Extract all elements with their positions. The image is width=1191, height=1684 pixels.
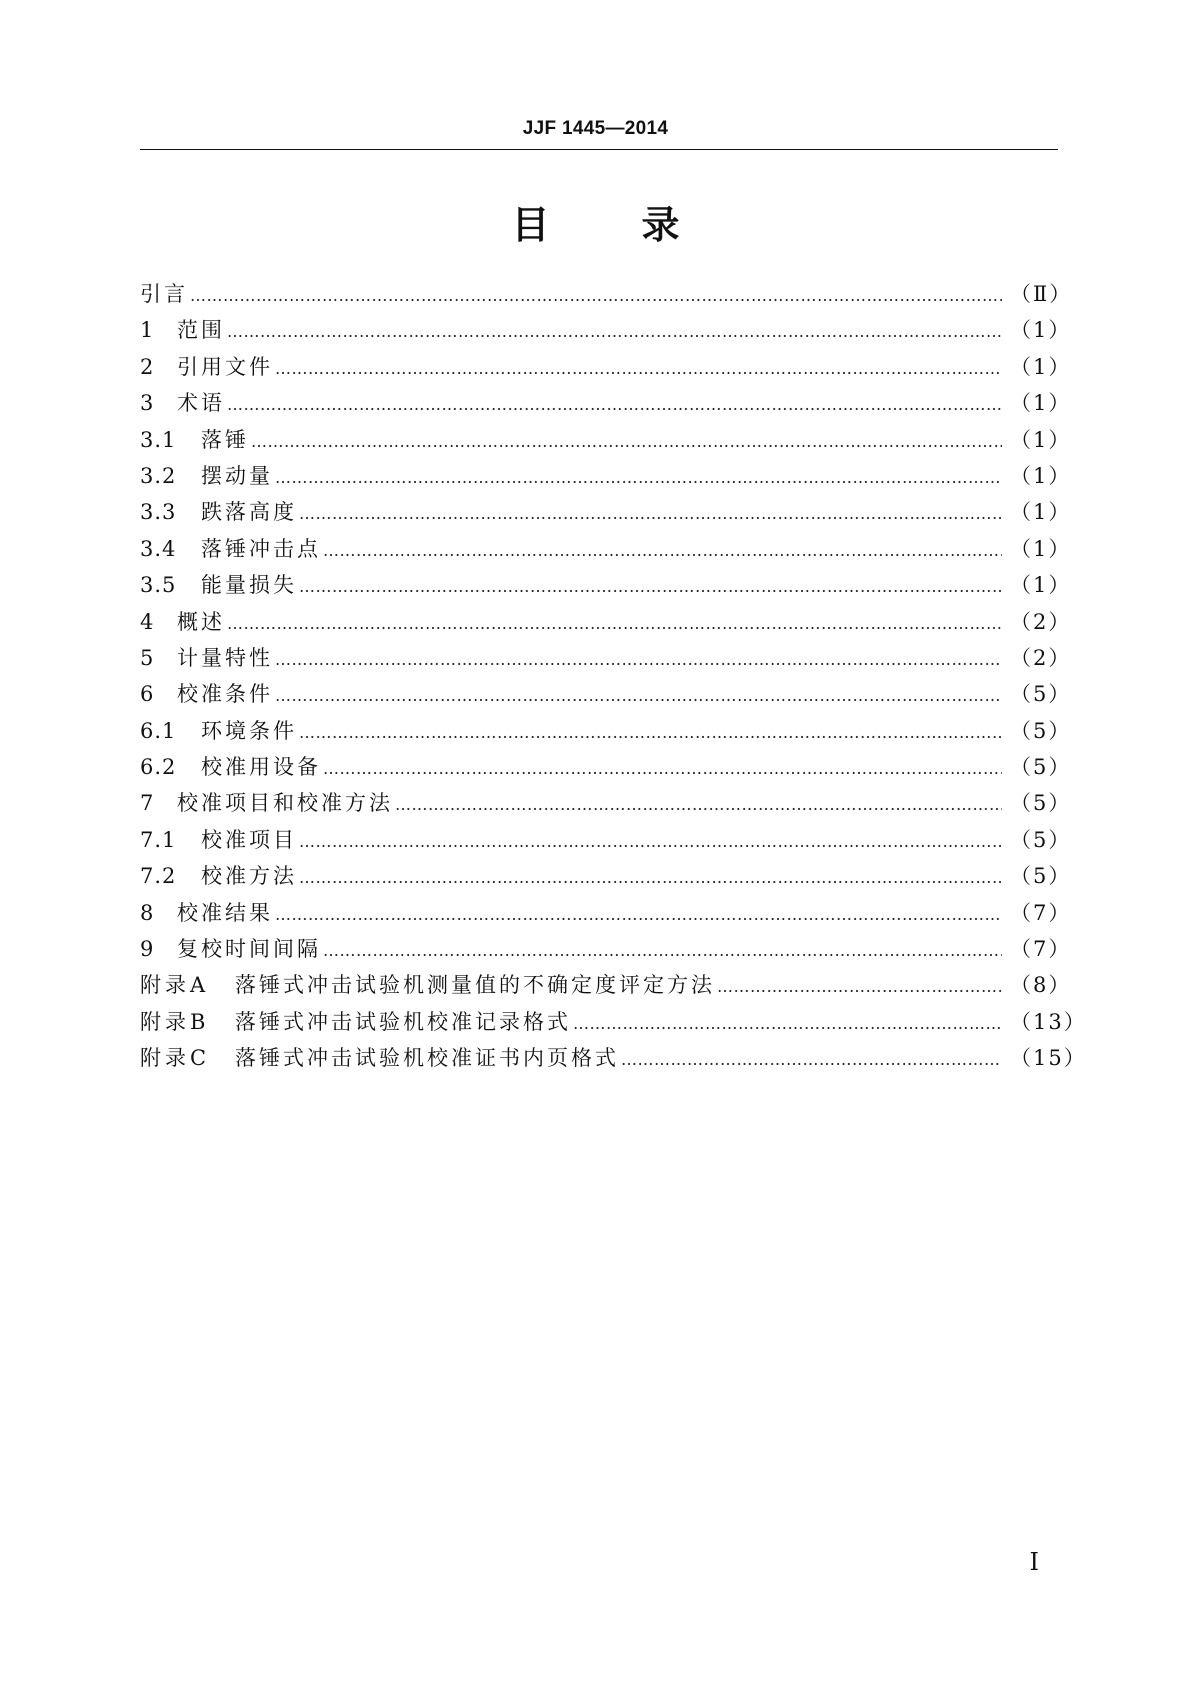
toc-entry-page: （1） bbox=[1010, 536, 1072, 561]
table-of-contents bbox=[140, 278, 1087, 1079]
toc-entry-page: （1） bbox=[1010, 500, 1072, 525]
toc-entry-page: （15） bbox=[1010, 1046, 1087, 1071]
leader-dots bbox=[227, 322, 1002, 341]
toc-entry-number: 2 bbox=[140, 354, 155, 379]
toc-entry-6-2[interactable] bbox=[140, 751, 1072, 787]
toc-entry-page: （Ⅱ） bbox=[1010, 282, 1073, 306]
document-code-header: JJF 1445—2014 bbox=[522, 118, 669, 139]
toc-entry-page: （5） bbox=[1010, 718, 1072, 743]
leader-dots bbox=[299, 577, 1002, 596]
toc-entry-appendix-a[interactable] bbox=[140, 969, 1072, 1005]
toc-entry-page: （5） bbox=[1010, 864, 1072, 889]
toc-entry-6[interactable] bbox=[140, 678, 1072, 714]
toc-entry-7-1[interactable] bbox=[140, 824, 1072, 860]
leader-dots bbox=[323, 759, 1002, 778]
leader-dots bbox=[621, 1050, 1002, 1069]
toc-entry-title: 摆动量 bbox=[201, 463, 273, 488]
toc-entry-number: 3 bbox=[140, 391, 155, 416]
toc-entry-number: 6.2 bbox=[140, 755, 177, 780]
toc-entry-title: 校准项目 bbox=[201, 827, 297, 852]
toc-entry-page: （8） bbox=[1010, 973, 1072, 998]
leader-dots bbox=[227, 395, 1002, 414]
toc-entry-title: 校准结果 bbox=[177, 900, 273, 925]
toc-entry-9[interactable] bbox=[140, 933, 1072, 969]
toc-entry-3-3[interactable] bbox=[140, 496, 1072, 532]
toc-entry-3-5[interactable] bbox=[140, 569, 1072, 605]
toc-entry-number: 附录C bbox=[140, 1046, 211, 1071]
toc-entry-8[interactable] bbox=[140, 897, 1072, 933]
toc-entry-number: 7.1 bbox=[140, 827, 177, 852]
toc-entry-number: 5 bbox=[140, 645, 155, 670]
toc-entry-number: 3.5 bbox=[140, 573, 177, 598]
toc-entry-title: 落锤冲击点 bbox=[201, 536, 321, 561]
leader-dots bbox=[275, 468, 1002, 487]
title-char-right: 录 bbox=[641, 203, 680, 247]
leader-dots bbox=[275, 686, 1002, 705]
toc-entry-7[interactable] bbox=[140, 787, 1072, 823]
leader-dots bbox=[275, 359, 1002, 378]
toc-entry-title: 校准用设备 bbox=[201, 755, 321, 780]
toc-entry-page: （1） bbox=[1010, 318, 1072, 343]
toc-entry-6-1[interactable] bbox=[140, 715, 1072, 751]
toc-entry-number: 附录B bbox=[140, 1009, 210, 1034]
toc-entry-number: 3.2 bbox=[140, 463, 177, 488]
leader-dots bbox=[299, 504, 1002, 523]
toc-entry-title: 落锤式冲击试验机测量值的不确定度评定方法 bbox=[235, 973, 715, 998]
leader-dots bbox=[395, 795, 1002, 814]
toc-entry-title: 引言 bbox=[140, 282, 188, 306]
toc-entry-appendix-c[interactable] bbox=[140, 1042, 1087, 1078]
leader-dots bbox=[717, 977, 1002, 996]
toc-entry-7-2[interactable] bbox=[140, 860, 1072, 896]
toc-entry-3-1[interactable] bbox=[140, 424, 1072, 460]
toc-entry-number: 8 bbox=[140, 900, 155, 925]
toc-entry-number: 6.1 bbox=[140, 718, 177, 743]
leader-dots bbox=[299, 723, 1002, 742]
toc-entry-3[interactable] bbox=[140, 387, 1072, 423]
toc-entry-page: （5） bbox=[1010, 791, 1072, 816]
leader-dots bbox=[275, 905, 1002, 924]
toc-entry-5[interactable] bbox=[140, 642, 1072, 678]
toc-entry-title: 校准条件 bbox=[177, 682, 273, 707]
toc-entry-page: （2） bbox=[1010, 645, 1072, 670]
toc-entry-number: 7 bbox=[140, 791, 155, 816]
leader-dots bbox=[275, 650, 1002, 669]
toc-entry-title: 落锤式冲击试验机校准记录格式 bbox=[235, 1009, 571, 1034]
toc-entry-title: 环境条件 bbox=[201, 718, 297, 743]
page-title bbox=[0, 194, 1191, 249]
toc-entry-title: 术语 bbox=[177, 391, 225, 416]
toc-entry-page: （5） bbox=[1010, 682, 1072, 707]
toc-entry-title: 校准项目和校准方法 bbox=[177, 791, 393, 816]
toc-entry-1[interactable] bbox=[140, 314, 1072, 350]
toc-entry-3-2[interactable] bbox=[140, 460, 1072, 496]
toc-entry-page: （1） bbox=[1010, 463, 1072, 488]
leader-dots bbox=[227, 614, 1002, 633]
toc-entry-title: 引用文件 bbox=[177, 354, 273, 379]
toc-entry-appendix-b[interactable] bbox=[140, 1006, 1087, 1042]
toc-entry-number: 4 bbox=[140, 609, 155, 634]
leader-dots bbox=[323, 941, 1002, 960]
toc-entry-number: 3.4 bbox=[140, 536, 177, 561]
toc-entry-page: （1） bbox=[1010, 573, 1072, 598]
leader-dots bbox=[299, 832, 1002, 851]
toc-entry-title: 落锤式冲击试验机校准证书内页格式 bbox=[235, 1046, 619, 1071]
toc-entry-title: 校准方法 bbox=[201, 864, 297, 889]
toc-entry-4[interactable] bbox=[140, 606, 1072, 642]
header-rule bbox=[140, 149, 1058, 150]
leader-dots bbox=[323, 541, 1002, 560]
toc-entry-page: （1） bbox=[1010, 427, 1072, 452]
title-char-left: 目 bbox=[511, 203, 550, 247]
toc-entry-foreword[interactable] bbox=[140, 278, 1073, 314]
toc-entry-page: （1） bbox=[1010, 391, 1072, 416]
toc-entry-number: 1 bbox=[140, 318, 155, 343]
toc-entry-page: （2） bbox=[1010, 609, 1072, 634]
toc-entry-page: （5） bbox=[1010, 827, 1072, 852]
toc-entry-number: 3.3 bbox=[140, 500, 177, 525]
page-number: Ⅰ bbox=[1029, 1548, 1039, 1576]
leader-dots bbox=[573, 1014, 1002, 1033]
toc-entry-number: 7.2 bbox=[140, 864, 177, 889]
toc-entry-title: 跌落高度 bbox=[201, 500, 297, 525]
toc-entry-page: （7） bbox=[1010, 900, 1072, 925]
leader-dots bbox=[251, 432, 1002, 451]
toc-entry-number: 3.1 bbox=[140, 427, 177, 452]
toc-entry-title: 落锤 bbox=[201, 427, 249, 452]
toc-entry-title: 范围 bbox=[177, 318, 225, 343]
toc-entry-number: 6 bbox=[140, 682, 155, 707]
toc-entry-title: 计量特性 bbox=[177, 645, 273, 670]
toc-entry-title: 概述 bbox=[177, 609, 225, 634]
toc-entry-page: （7） bbox=[1010, 937, 1072, 962]
toc-entry-number: 9 bbox=[140, 937, 155, 962]
toc-entry-3-4[interactable] bbox=[140, 533, 1072, 569]
toc-entry-title: 复校时间间隔 bbox=[177, 937, 321, 962]
toc-entry-title: 能量损失 bbox=[201, 573, 297, 598]
toc-entry-page: （5） bbox=[1010, 755, 1072, 780]
toc-entry-number: 附录A bbox=[140, 973, 210, 998]
leader-dots bbox=[299, 868, 1002, 887]
toc-entry-page: （1） bbox=[1010, 354, 1072, 379]
leader-dots bbox=[190, 286, 1002, 305]
toc-entry-2[interactable] bbox=[140, 351, 1072, 387]
toc-entry-page: （13） bbox=[1010, 1009, 1087, 1034]
